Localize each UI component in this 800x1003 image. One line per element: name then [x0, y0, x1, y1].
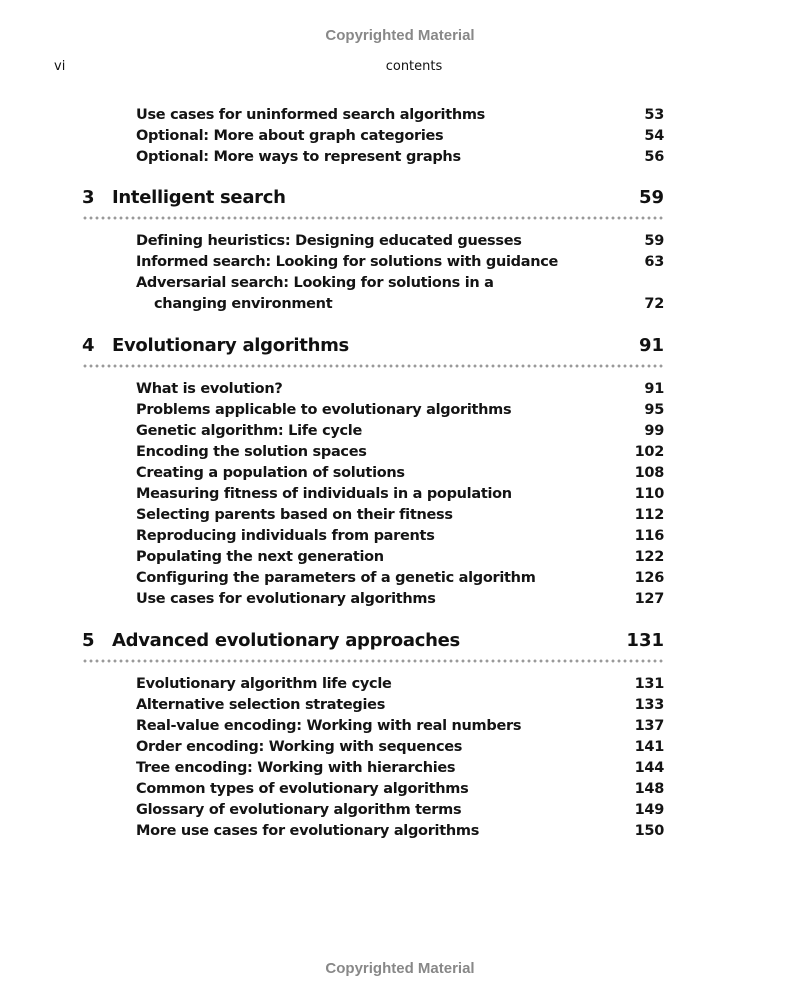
toc-entry-page: 56: [644, 149, 664, 165]
toc-entry-page: 127: [634, 591, 664, 607]
toc-entry-page: 63: [644, 254, 664, 270]
toc-entry-title: What is evolution?: [136, 381, 283, 397]
toc-entry-title: Use cases for uninformed search algorithms: [136, 107, 485, 123]
toc-entry-title: Populating the next generation: [136, 549, 384, 565]
watermark-bottom: Copyrighted Material: [325, 960, 475, 977]
toc-entry-title: Optional: More about graph categories: [136, 128, 444, 144]
chapter-page: 59: [638, 187, 664, 208]
toc-entry-title: Reproducing individuals from parents: [136, 528, 435, 544]
toc-entry-page: 59: [644, 233, 664, 249]
toc-entry-title: Adversarial search: Looking for solutions in a: [136, 275, 494, 291]
chapter-page: 131: [626, 630, 664, 651]
toc-entry-title: Genetic algorithm: Life cycle: [136, 423, 363, 439]
chapter-number: 5: [82, 630, 95, 651]
toc-entry-page: 72: [644, 296, 664, 312]
chapter-title: Intelligent search: [112, 187, 286, 208]
toc-entry-page: 54: [644, 128, 664, 144]
toc-entry-page: 131: [634, 676, 664, 692]
running-title: contents: [385, 59, 443, 74]
toc-entry-page: 133: [634, 697, 664, 713]
toc-entry-title: Real-value encoding: Working with real numbers: [136, 718, 522, 734]
toc-entry-page: 141: [634, 739, 664, 755]
toc-entry-page: 91: [644, 381, 664, 397]
toc-entry-title: Encoding the solution spaces: [136, 444, 367, 460]
page-number: vi: [54, 59, 66, 74]
toc-entry-title: Defining heuristics: Designing educated guesses: [136, 233, 522, 249]
toc-entry-page: 95: [644, 402, 664, 418]
toc-entry-title: Alternative selection strategies: [136, 697, 386, 713]
watermark-top: Copyrighted Material: [325, 27, 475, 44]
chapter-heading[interactable]: [82, 629, 664, 669]
chapter-title: Advanced evolutionary approaches: [112, 630, 460, 651]
toc-entry-page: 122: [634, 549, 664, 565]
toc-entry-title: Measuring fitness of individuals in a population: [136, 486, 512, 502]
chapter-number: 3: [82, 187, 95, 208]
toc-entry-title: Configuring the parameters of a genetic algorithm: [136, 570, 536, 586]
toc-entry-page: 53: [644, 107, 664, 123]
toc-entry-title: Optional: More ways to represent graphs: [136, 149, 461, 165]
chapter-title: Evolutionary algorithms: [112, 335, 349, 356]
chapter-heading[interactable]: [82, 186, 664, 226]
running-head: [54, 59, 674, 77]
toc-entry-title: Creating a population of solutions: [136, 465, 405, 481]
toc-entry-page: 108: [634, 465, 664, 481]
toc-entry-page: 116: [634, 528, 664, 544]
toc-entry-page: 137: [634, 718, 664, 734]
toc-entry-title: Common types of evolutionary algorithms: [136, 781, 469, 797]
toc-entry-title: Evolutionary algorithm life cycle: [136, 676, 392, 692]
dotted-rule: [82, 659, 664, 663]
toc-entry-page: 110: [634, 486, 664, 502]
toc-entry-page: 99: [644, 423, 664, 439]
chapter-heading[interactable]: [82, 334, 664, 374]
toc-entry-title: More use cases for evolutionary algorithms: [136, 823, 480, 839]
chapter-number: 4: [82, 335, 95, 356]
toc-entry-title: Informed search: Looking for solutions with guidance: [136, 254, 559, 270]
dotted-rule: [82, 216, 664, 220]
chapter-page: 91: [638, 335, 664, 356]
toc-entry-page: 112: [634, 507, 664, 523]
toc-entry-title: Use cases for evolutionary algorithms: [136, 591, 436, 607]
toc-entry-title-continued: changing environment: [154, 296, 333, 312]
toc-entry-page: 102: [634, 444, 664, 460]
toc-entry-title: Order encoding: Working with sequences: [136, 739, 463, 755]
toc-entry-title: Glossary of evolutionary algorithm terms: [136, 802, 462, 818]
toc-entry-page: 144: [634, 760, 664, 776]
toc-entry-page: 126: [634, 570, 664, 586]
toc-entry-title: Selecting parents based on their fitness: [136, 507, 453, 523]
toc-entry-page: 149: [634, 802, 664, 818]
toc-entry-page: 148: [634, 781, 664, 797]
dotted-rule: [82, 364, 664, 368]
toc-entry-page: 150: [634, 823, 664, 839]
toc-entry-title: Tree encoding: Working with hierarchies: [136, 760, 456, 776]
toc-entry-title: Problems applicable to evolutionary algorithms: [136, 402, 512, 418]
